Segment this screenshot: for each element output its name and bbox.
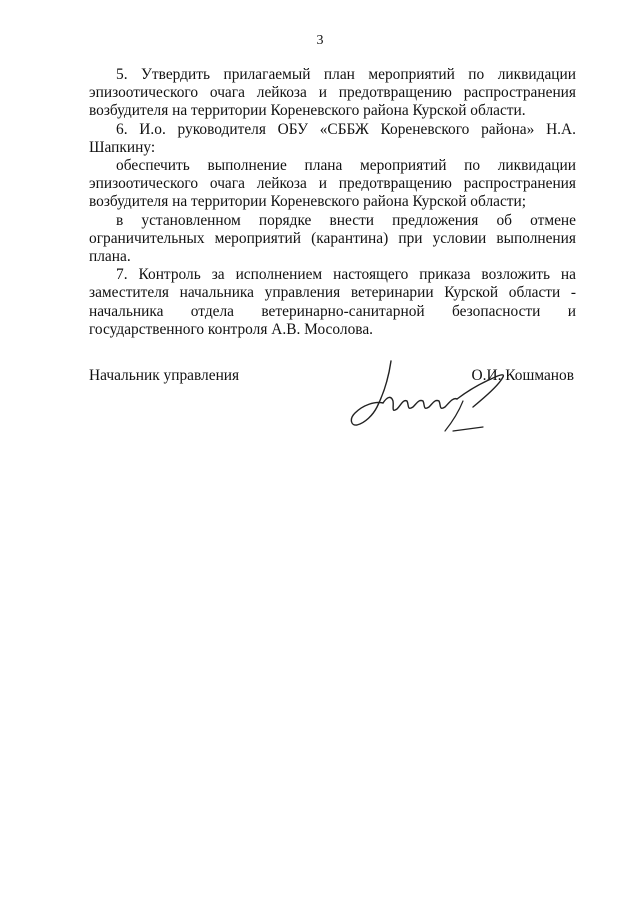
paragraph-item-7: 7. Контроль за исполнением настоящего приказа возложить на заместителя начальника управления ветеринарии Курской области - начальника отдела ветеринарно-санитарной безопасности и государственного контроля А.В. Мосолова. — [89, 266, 576, 338]
paragraph-item-6-subitem-2: в установленном порядке внести предложения об отмене ограничительных мероприятий (карантина) при условии выполнения плана. — [89, 211, 576, 266]
paragraph-item-6-subitem-1: обеспечить выполнение плана мероприятий по ликвидации эпизоотического очага лейкоза и предотвращению распространения возбудителя на территории Кореневского района Курской области; — [89, 157, 576, 211]
signer-position: Начальник управления — [89, 367, 240, 384]
signer-name: О.И. Кошманов — [471, 367, 574, 384]
paragraph-item-5: 5. Утвердить прилагаемый план мероприятий по ликвидации эпизоотического очага лейкоза и предотвращению распространения возбудителя на территории Кореневского района Курской области. — [89, 66, 576, 120]
document-body — [89, 66, 576, 339]
paragraph-item-6: 6. И.о. руководителя ОБУ «СББЖ Кореневского района» Н.А. Шапкину: — [89, 120, 576, 156]
handwritten-signature-icon — [345, 357, 525, 437]
page-number: 3 — [316, 33, 324, 48]
signature-block — [89, 357, 576, 437]
